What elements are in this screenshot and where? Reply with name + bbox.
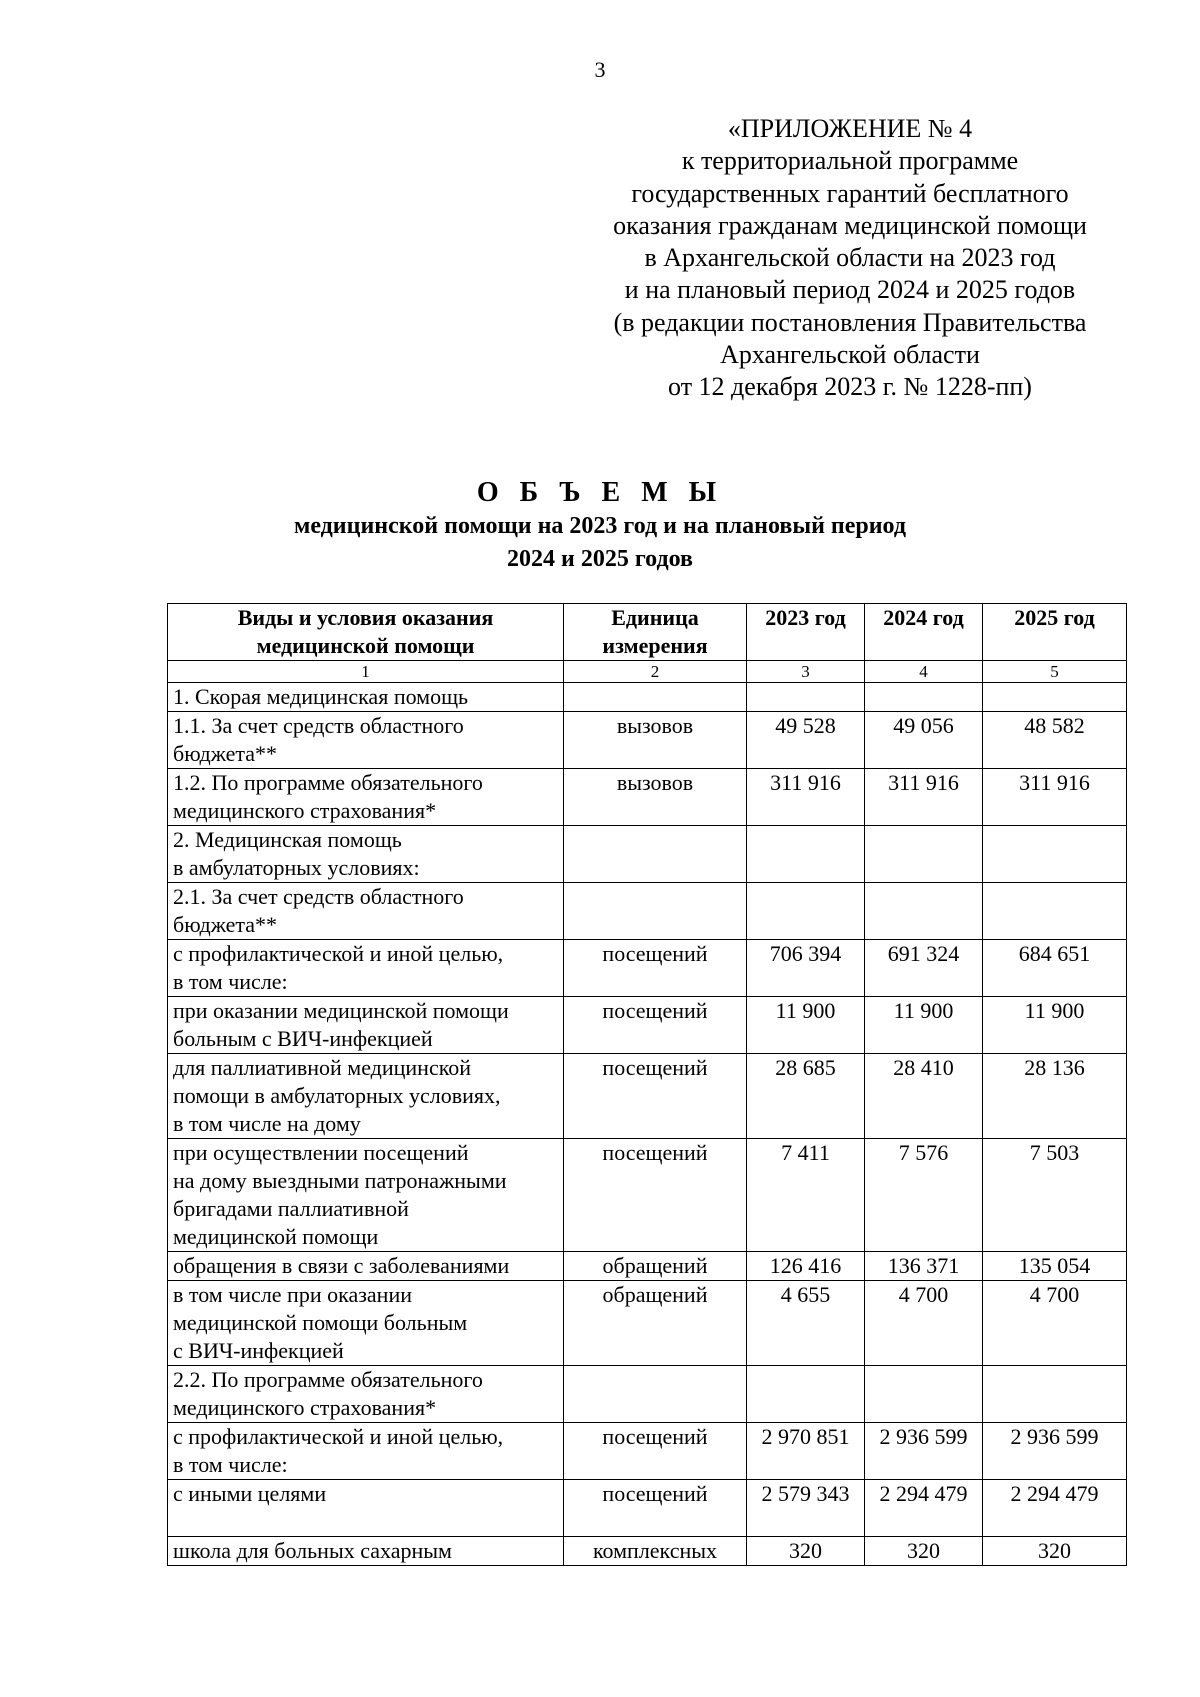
column-number: 4 <box>865 661 983 683</box>
row-label: 1.2. По программе обязательного медицинского страхования* <box>168 769 564 826</box>
row-value-2024 <box>865 1366 983 1423</box>
row-value-2024 <box>865 683 983 712</box>
row-value-2023: 11 900 <box>747 997 865 1054</box>
row-label: 1.1. За счет средств областного бюджета** <box>168 712 564 769</box>
row-value-2025: 135 054 <box>983 1252 1127 1281</box>
row-value-2024: 136 371 <box>865 1252 983 1281</box>
row-value-2023: 7 411 <box>747 1139 865 1252</box>
row-value-2025: 7 503 <box>983 1139 1127 1252</box>
row-value-2025: 320 <box>983 1537 1127 1566</box>
row-value-2025: 28 136 <box>983 1054 1127 1139</box>
appendix-line: (в редакции постановления Правительства <box>613 307 1087 337</box>
appendix-line: и на плановый период 2024 и 2025 годов <box>624 275 1076 305</box>
row-value-2024: 7 576 <box>865 1139 983 1252</box>
column-number: 2 <box>564 661 747 683</box>
volumes-table <box>167 603 1127 1566</box>
table-row <box>168 1281 1127 1366</box>
row-unit: посещений <box>564 997 747 1054</box>
row-unit: посещений <box>564 1480 747 1537</box>
table-row <box>168 883 1127 940</box>
row-label: 2.2. По программе обязательного медицинского страхования* <box>168 1366 564 1423</box>
row-unit <box>564 1366 747 1423</box>
table-row <box>168 1480 1127 1537</box>
row-label: 2. Медицинская помощь в амбулаторных условиях: <box>168 826 564 883</box>
title-subtitle-line: 2024 и 2025 годов <box>507 546 693 572</box>
page-number: 3 <box>594 57 606 82</box>
row-value-2023 <box>747 883 865 940</box>
row-value-2023 <box>747 826 865 883</box>
row-unit: посещений <box>564 1423 747 1480</box>
column-number: 1 <box>168 661 564 683</box>
row-unit: обращений <box>564 1281 747 1366</box>
row-label: 1. Скорая медицинская помощь <box>168 683 564 712</box>
row-value-2025 <box>983 826 1127 883</box>
row-label: при оказании медицинской помощи больным с ВИЧ-инфекцией <box>168 997 564 1054</box>
table-row <box>168 826 1127 883</box>
row-value-2025 <box>983 683 1127 712</box>
row-value-2023: 28 685 <box>747 1054 865 1139</box>
row-value-2023: 4 655 <box>747 1281 865 1366</box>
row-label: при осуществлении посещений на дому выездными патронажными бригадами паллиативной медицинской помощи <box>168 1139 564 1252</box>
row-value-2025: 684 651 <box>983 940 1127 997</box>
row-value-2024: 28 410 <box>865 1054 983 1139</box>
row-value-2024 <box>865 883 983 940</box>
row-value-2024: 2 294 479 <box>865 1480 983 1537</box>
row-value-2025: 311 916 <box>983 769 1127 826</box>
row-label: обращения в связи с заболеваниями <box>168 1252 564 1281</box>
header-unit: Единица измерения <box>564 604 747 661</box>
title-main: О Б Ъ Е М Ы <box>476 477 724 508</box>
row-value-2023: 126 416 <box>747 1252 865 1281</box>
table-row <box>168 940 1127 997</box>
header-year-2025: 2025 год <box>983 604 1127 661</box>
row-value-2023: 311 916 <box>747 769 865 826</box>
title-subtitle-line: медицинской помощи на 2023 год и на плановый период <box>293 513 906 539</box>
row-value-2025: 11 900 <box>983 997 1127 1054</box>
row-value-2023 <box>747 683 865 712</box>
table-row <box>168 769 1127 826</box>
row-value-2023: 2 579 343 <box>747 1480 865 1537</box>
row-value-2024: 11 900 <box>865 997 983 1054</box>
row-value-2023 <box>747 1366 865 1423</box>
row-label: 2.1. За счет средств областного бюджета** <box>168 883 564 940</box>
row-unit <box>564 883 747 940</box>
table-row <box>168 997 1127 1054</box>
row-label: для паллиативной медицинской помощи в амбулаторных условиях, в том числе на дому <box>168 1054 564 1139</box>
appendix-line: к территориальной программе <box>681 146 1019 176</box>
row-unit: комплексных <box>564 1537 747 1566</box>
row-label: с профилактической и иной целью, в том числе: <box>168 1423 564 1480</box>
table-row <box>168 1252 1127 1281</box>
row-value-2023: 2 970 851 <box>747 1423 865 1480</box>
row-value-2024 <box>865 826 983 883</box>
row-unit: вызовов <box>564 712 747 769</box>
appendix-line: «ПРИЛОЖЕНИЕ № 4 <box>727 114 973 143</box>
table-row <box>168 1537 1127 1566</box>
row-label: школа для больных сахарным <box>168 1537 564 1566</box>
row-value-2023: 320 <box>747 1537 865 1566</box>
table-row <box>168 1423 1127 1480</box>
row-unit: вызовов <box>564 769 747 826</box>
column-number: 5 <box>983 661 1127 683</box>
table-row <box>168 712 1127 769</box>
document-title <box>150 476 1050 576</box>
appendix-line: от 12 декабря 2023 г. № 1228-пп) <box>668 372 1032 402</box>
appendix-header <box>590 113 1110 404</box>
row-value-2024: 49 056 <box>865 712 983 769</box>
column-number-row <box>168 661 1127 683</box>
row-value-2025: 2 936 599 <box>983 1423 1127 1480</box>
row-value-2024: 2 936 599 <box>865 1423 983 1480</box>
row-value-2025 <box>983 1366 1127 1423</box>
row-label: в том числе при оказании медицинской помощи больным с ВИЧ-инфекцией <box>168 1281 564 1366</box>
row-label: с иными целями <box>168 1480 564 1537</box>
row-value-2023: 49 528 <box>747 712 865 769</box>
row-value-2025 <box>983 883 1127 940</box>
row-unit: посещений <box>564 940 747 997</box>
row-unit: посещений <box>564 1139 747 1252</box>
appendix-line: в Архангельской области на 2023 год <box>644 243 1056 273</box>
table-row <box>168 1139 1127 1252</box>
row-value-2024: 691 324 <box>865 940 983 997</box>
table-row <box>168 1366 1127 1423</box>
header-care-type: Виды и условия оказания медицинской помощи <box>168 604 564 661</box>
row-value-2025: 2 294 479 <box>983 1480 1127 1537</box>
row-value-2024: 4 700 <box>865 1281 983 1366</box>
table-row <box>168 683 1127 712</box>
column-number: 3 <box>747 661 865 683</box>
row-value-2023: 706 394 <box>747 940 865 997</box>
header-year-2023: 2023 год <box>747 604 865 661</box>
header-year-2024: 2024 год <box>865 604 983 661</box>
row-label: с профилактической и иной целью, в том числе: <box>168 940 564 997</box>
appendix-line: государственных гарантий бесплатного <box>631 178 1069 208</box>
row-unit <box>564 683 747 712</box>
table-row <box>168 1054 1127 1139</box>
row-value-2025: 4 700 <box>983 1281 1127 1366</box>
appendix-line: Архангельской области <box>720 340 980 370</box>
row-value-2025: 48 582 <box>983 712 1127 769</box>
appendix-line: оказания гражданам медицинской помощи <box>613 210 1087 240</box>
row-unit: обращений <box>564 1252 747 1281</box>
row-value-2024: 311 916 <box>865 769 983 826</box>
row-value-2024: 320 <box>865 1537 983 1566</box>
row-unit: посещений <box>564 1054 747 1139</box>
row-unit <box>564 826 747 883</box>
table-header-row <box>168 604 1127 661</box>
